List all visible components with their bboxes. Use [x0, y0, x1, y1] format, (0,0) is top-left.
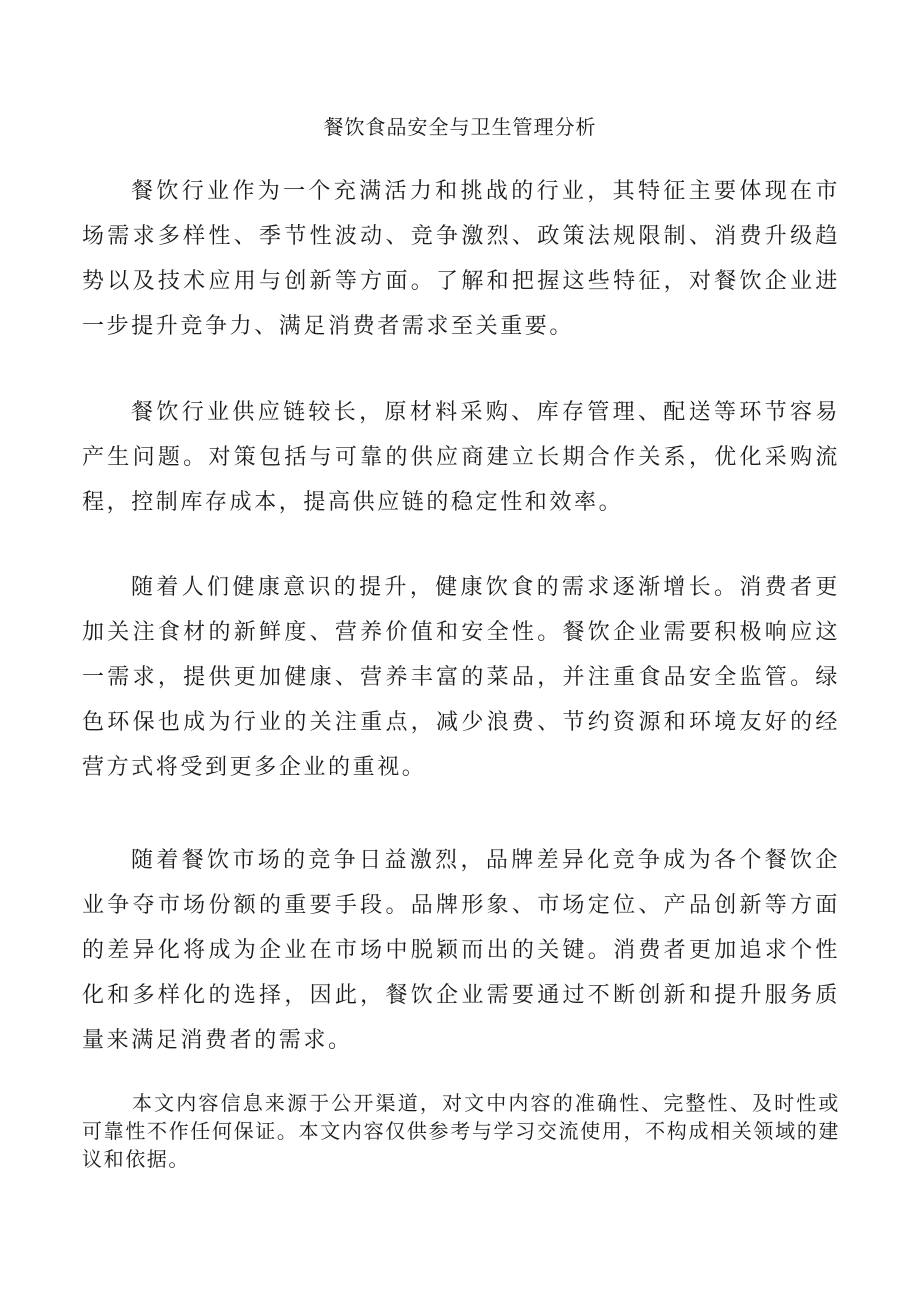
body-paragraph-4: 随着餐饮市场的竞争日益激烈，品牌差异化竞争成为各个餐饮企业争夺市场份额的重要手段。品牌形象、市场定位、产品创新等方面的差异化将成为企业在市场中脱颖而出的关键。消费者更加追求个性化和多样化的选择，因此，餐饮企业需要通过不断创新和提升服务质量来满足消费者的需求。 — [82, 848, 840, 1053]
body-paragraph-1: 餐饮行业作为一个充满活力和挑战的行业，其特征主要体现在市场需求多样性、季节性波动、竞争激烈、政策法规限制、消费升级趋势以及技术应用与创新等方面。了解和把握这些特征，对餐饮企业进一步提升竞争力、满足消费者需求至关重要。 — [82, 179, 840, 339]
disclaimer-paragraph: 本文内容信息来源于公开渠道，对文中内容的准确性、完整性、及时性或可靠性不作任何保证。本文内容仅供参考与学习交流使用，不构成相关领域的建议和依据。 — [82, 1091, 840, 1171]
body-paragraph-2: 餐饮行业供应链较长，原材料采购、库存管理、配送等环节容易产生问题。对策包括与可靠的供应商建立长期合作关系，优化采购流程，控制库存成本，提高供应链的稳定性和效率。 — [82, 400, 840, 515]
body-paragraph-3: 随着人们健康意识的提升，健康饮食的需求逐渐增长。消费者更加关注食材的新鲜度、营养价值和安全性。餐饮企业需要积极响应这一需求，提供更加健康、营养丰富的菜品，并注重食品安全监管。绿色环保也成为行业的关注重点，减少浪费、节约资源和环境友好的经营方式将受到更多企业的重视。 — [82, 575, 840, 780]
document-title: 餐饮食品安全与卫生管理分析 — [323, 115, 597, 139]
